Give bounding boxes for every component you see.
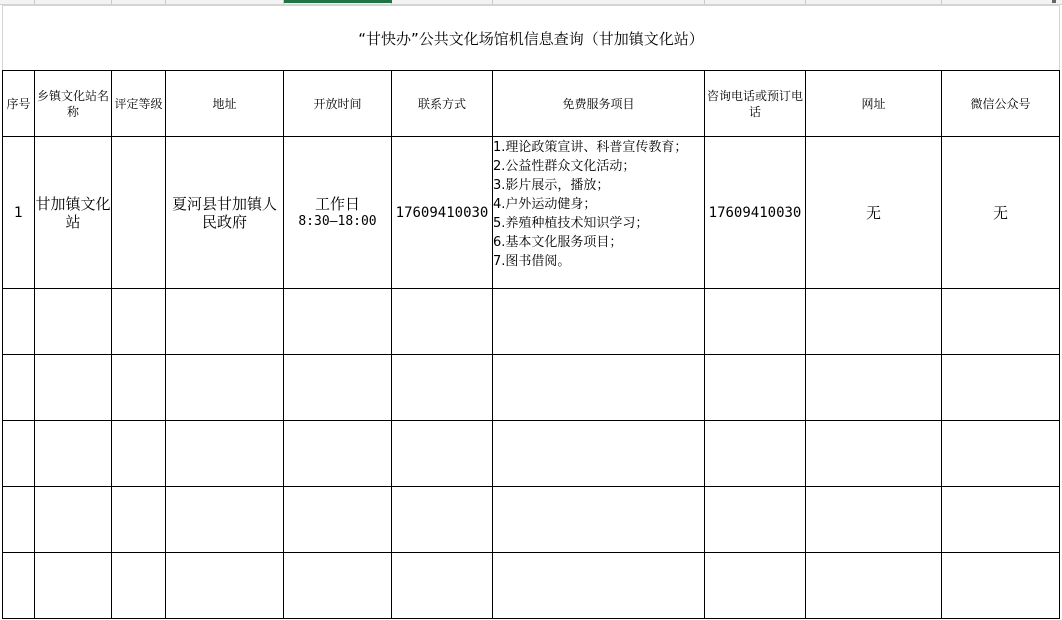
header-address[interactable]: 地址 <box>166 71 284 137</box>
header-contact[interactable]: 联系方式 <box>392 71 493 137</box>
cell-station-name[interactable]: 甘加镇文化站 <box>35 137 112 289</box>
empty-cell[interactable] <box>35 487 112 553</box>
empty-cell[interactable] <box>705 487 806 553</box>
header-phone[interactable]: 咨询电话或预订电话 <box>705 71 806 137</box>
empty-cell[interactable] <box>284 553 392 619</box>
cell-services[interactable] <box>493 137 705 289</box>
cell-address[interactable]: 夏河县甘加镇人民政府 <box>166 137 284 289</box>
empty-cell[interactable] <box>942 553 1060 619</box>
empty-cell[interactable] <box>942 487 1060 553</box>
empty-cell[interactable] <box>166 289 284 355</box>
header-grade[interactable]: 评定等级 <box>112 71 166 137</box>
cell-index[interactable]: 1 <box>3 137 35 289</box>
empty-cell[interactable] <box>493 553 705 619</box>
empty-cell[interactable] <box>166 355 284 421</box>
sheet-title[interactable]: “甘快办”公共文化场馆机信息查询（甘加镇文化站） <box>3 6 1060 71</box>
empty-cell[interactable] <box>112 289 166 355</box>
empty-cell[interactable] <box>166 487 284 553</box>
service-item: 6.基本文化服务项目； <box>493 235 623 250</box>
empty-cell[interactable] <box>35 421 112 487</box>
cell-grade[interactable] <box>112 137 166 289</box>
empty-cell[interactable] <box>35 355 112 421</box>
header-website[interactable]: 网址 <box>806 71 942 137</box>
empty-cell[interactable] <box>284 421 392 487</box>
cell-wechat[interactable]: 无 <box>942 137 1060 289</box>
cell-website[interactable]: 无 <box>806 137 942 289</box>
header-index[interactable]: 序号 <box>3 71 35 137</box>
empty-cell[interactable] <box>806 421 942 487</box>
empty-cell[interactable] <box>493 487 705 553</box>
service-item: 7.图书借阅。 <box>493 254 571 269</box>
header-wechat[interactable]: 微信公众号 <box>942 71 1060 137</box>
service-item: 4.户外运动健身； <box>493 197 597 212</box>
empty-cell[interactable] <box>35 289 112 355</box>
empty-cell[interactable] <box>3 355 35 421</box>
empty-cell[interactable] <box>942 421 1060 487</box>
cell-contact[interactable]: 17609410030 <box>392 137 493 289</box>
empty-cell[interactable] <box>112 487 166 553</box>
header-hours[interactable]: 开放时间 <box>284 71 392 137</box>
empty-cell[interactable] <box>3 289 35 355</box>
cell-hours[interactable] <box>284 137 392 289</box>
empty-cell[interactable] <box>284 487 392 553</box>
empty-cell[interactable] <box>166 421 284 487</box>
empty-cell[interactable] <box>942 289 1060 355</box>
header-services[interactable]: 免费服务项目 <box>493 71 705 137</box>
empty-cell[interactable] <box>166 553 284 619</box>
spreadsheet-table <box>2 5 1060 619</box>
empty-cell[interactable] <box>35 553 112 619</box>
empty-cell[interactable] <box>284 355 392 421</box>
empty-cell[interactable] <box>3 421 35 487</box>
empty-cell[interactable] <box>493 355 705 421</box>
service-item: 1.理论政策宣讲、科普宣传教育； <box>493 140 688 155</box>
empty-cell[interactable] <box>705 289 806 355</box>
service-item: 5.养殖种植技术知识学习； <box>493 216 649 231</box>
empty-cell[interactable] <box>392 289 493 355</box>
empty-cell[interactable] <box>806 355 942 421</box>
header-station-name[interactable]: 乡镇文化站名称 <box>35 71 112 137</box>
empty-cell[interactable] <box>806 553 942 619</box>
empty-cell[interactable] <box>493 289 705 355</box>
empty-cell[interactable] <box>392 487 493 553</box>
hours-time: 8:30—18:00 <box>298 213 377 229</box>
scroll-marker <box>1052 0 1056 3</box>
empty-cell[interactable] <box>705 355 806 421</box>
empty-cell[interactable] <box>392 553 493 619</box>
empty-cell[interactable] <box>705 421 806 487</box>
empty-cell[interactable] <box>392 421 493 487</box>
selected-column-indicator <box>284 0 392 3</box>
empty-cell[interactable] <box>806 289 942 355</box>
empty-cell[interactable] <box>806 487 942 553</box>
empty-cell[interactable] <box>3 487 35 553</box>
empty-cell[interactable] <box>112 355 166 421</box>
empty-cell[interactable] <box>705 553 806 619</box>
empty-cell[interactable] <box>112 421 166 487</box>
hours-label: 工作日 <box>314 194 360 213</box>
empty-cell[interactable] <box>112 553 166 619</box>
empty-cell[interactable] <box>392 355 493 421</box>
empty-cell[interactable] <box>3 553 35 619</box>
cell-phone[interactable]: 17609410030 <box>705 137 806 289</box>
service-item: 2.公益性群众文化活动； <box>493 159 636 174</box>
empty-cell[interactable] <box>284 289 392 355</box>
empty-cell[interactable] <box>942 355 1060 421</box>
empty-cell[interactable] <box>493 421 705 487</box>
service-item: 3.影片展示，播放； <box>493 178 610 193</box>
